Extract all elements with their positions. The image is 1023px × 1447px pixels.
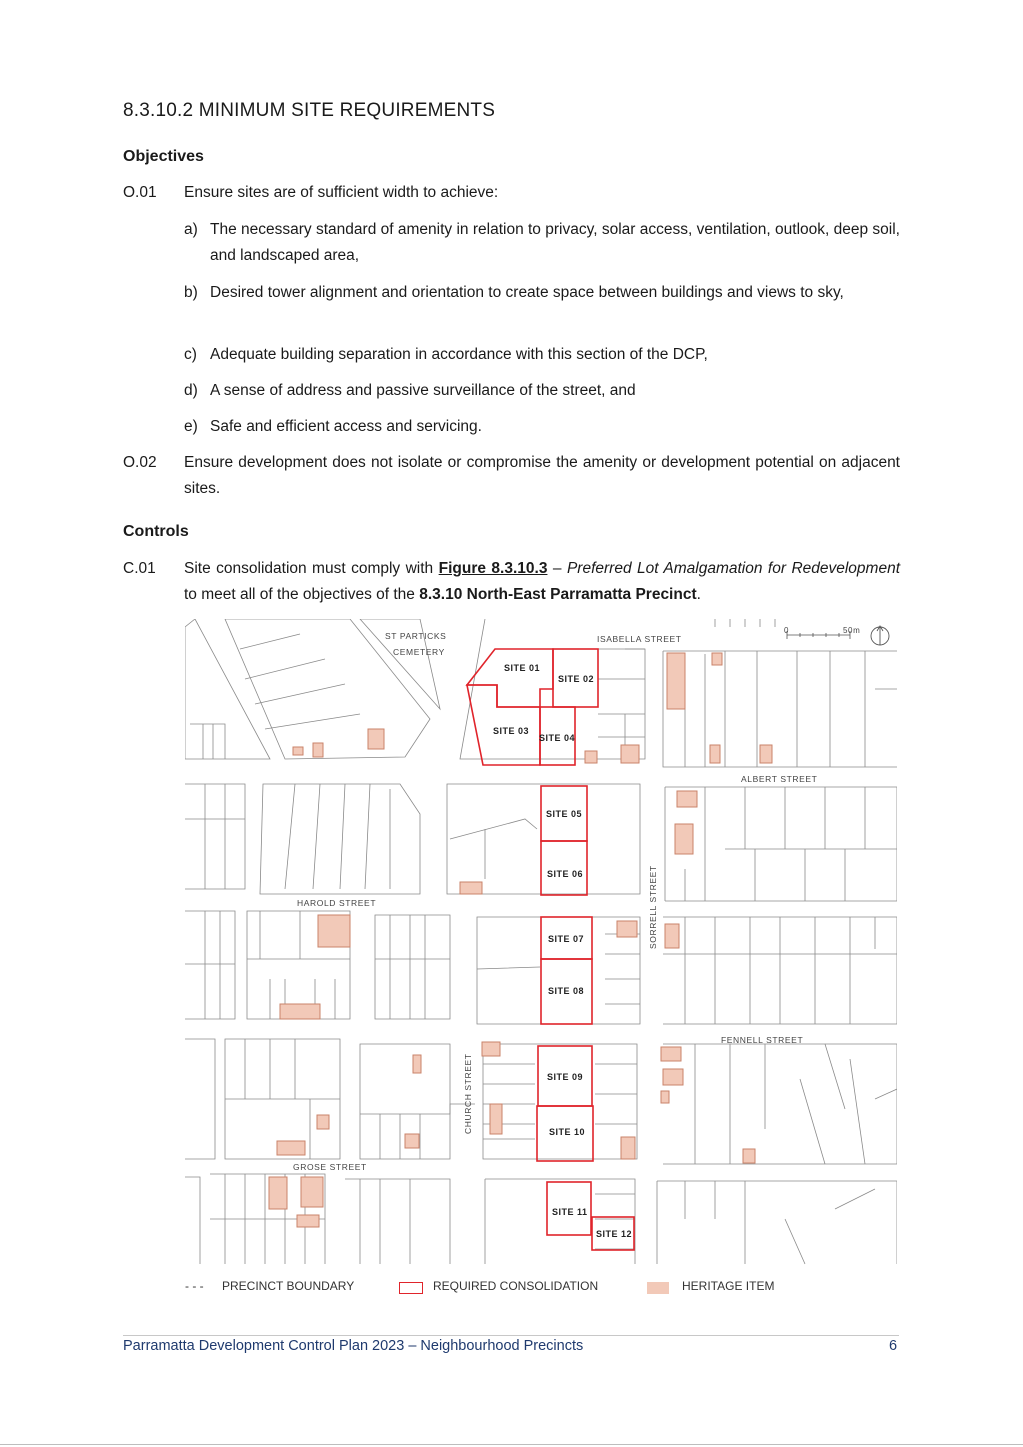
site-label: SITE 02 [558,674,595,684]
heritage-item [621,745,639,763]
item-text: Adequate building separation in accordance with this section of the DCP, [210,346,708,363]
legend-heritage: HERITAGE ITEM [682,1279,775,1293]
heritage-item [665,924,679,948]
item-label: e) [184,418,198,435]
street-label-fennell: FENNELL STREET [721,1035,804,1045]
lot-outline [663,1044,897,1164]
site-label: SITE 11 [552,1207,588,1217]
lot-outline [450,819,537,879]
objective-item-d [184,378,900,404]
lot-outline [657,1181,897,1264]
street-label-albert: ALBERT STREET [741,774,818,784]
heritage-item [482,1042,500,1056]
lot-outline [185,911,235,1019]
lot-amalgamation-map [185,619,897,1267]
heritage-item [297,1215,319,1227]
site-label: SITE 03 [493,726,530,736]
site-label: SITE 10 [549,1127,586,1137]
item-label: b) [184,284,198,301]
heritage-item [280,1004,320,1019]
lot-outline [485,1179,635,1264]
lot-outline [285,784,390,889]
site-label: SITE 04 [539,733,576,743]
lot-outline [663,917,897,1024]
site-label: SITE 07 [548,934,585,944]
objective-code-o01: O.01 [123,184,157,201]
objective-text-o01: Ensure sites are of sufficient width to achieve: [184,184,499,201]
lot-outline [685,654,705,767]
site-label: SITE 08 [548,986,585,996]
objectives-title: Objectives [123,148,204,165]
heritage-item [585,751,597,763]
figure-title: Preferred Lot Amalgamation for Redevelopment [566,560,901,577]
objective-item-c [184,342,900,368]
scale-bar [787,631,850,639]
precinct-reference: 8.3.10 North-East Parramatta Precinct [419,586,697,603]
objective-item-b [184,280,900,306]
objective-item-e [184,414,900,440]
heritage-item [712,653,722,665]
heritage-item [663,1069,683,1085]
site-label: SITE 05 [546,809,583,819]
heritage-item [675,824,693,854]
street-label-harold: HAROLD STREET [297,898,377,908]
item-label: c) [184,346,197,363]
heritage-item [710,745,720,763]
heritage-item [667,653,685,709]
legend-consolidation: REQUIRED CONSOLIDATION [433,1279,599,1293]
site-03-boundary [467,685,540,765]
heritage-item [293,747,303,755]
item-text: A sense of address and passive surveillance of the street, and [210,382,636,399]
site-label: SITE 06 [547,869,584,879]
figure-reference-link[interactable]: Figure 8.3.10.3 [438,560,548,577]
lot-outline [663,651,897,767]
lot-outline [447,784,640,894]
lot-outline [725,651,897,767]
heritage-item [318,915,350,947]
heritage-item [301,1177,323,1207]
heritage-item [621,1137,635,1159]
legend-heritage-swatch [647,1282,669,1294]
heritage-item [405,1134,419,1148]
site-01-boundary [467,649,553,707]
footer-divider [123,1335,899,1336]
heritage-item [760,745,772,763]
lot-outline [483,1044,637,1159]
page-bottom-edge [0,1444,1023,1445]
legend-boundary: PRECINCT BOUNDARY [222,1279,355,1293]
item-label: a) [184,221,198,238]
control-code-c01: C.01 [123,560,156,577]
lot-outline [598,649,645,759]
site-label: SITE 01 [504,663,541,673]
north-arrow-icon [871,626,889,645]
street-label-cemetery: ST PARTICKS [385,631,447,641]
heritage-item [743,1149,755,1163]
heritage-item [368,729,384,749]
lot-outline [665,787,897,901]
lot-outline [685,1181,875,1264]
lot-outline [190,724,225,759]
legend-boundary-symbol: - - - [185,1279,204,1293]
heritage-item [490,1104,502,1134]
item-text: The necessary standard of amenity in relation to privacy, solar access, ventilation, outlook, deep soil, and landscaped area, [210,221,900,264]
heritage-item [661,1091,669,1103]
scale-start: 0 [784,626,790,635]
heritage-item [617,921,637,937]
item-text: Safe and efficient access and servicing. [210,418,482,435]
item-label: d) [184,382,198,399]
lot-outline [185,619,270,759]
lot-outline [375,915,450,1019]
street-label-grose: GROSE STREET [293,1162,367,1172]
controls-title: Controls [123,523,189,540]
lot-outline [595,1194,635,1249]
site-06-boundary [541,841,587,895]
lot-outline [715,619,775,627]
street-label-isabella: ISABELLA STREET [597,634,682,644]
heritage-item [460,882,482,894]
heritage-item [413,1055,421,1073]
objective-code-o02: O.02 [123,454,157,471]
item-text: Desired tower alignment and orientation to create space between buildings and views to sky, [210,284,844,301]
lot-outline [240,634,360,729]
heritage-item [269,1177,287,1209]
site-label: SITE 12 [596,1229,633,1239]
heritage-items [269,653,772,1227]
heritage-item [317,1115,329,1129]
street-label-cemetery: CEMETERY [393,647,445,657]
street-label-church: CHURCH STREET [463,1053,473,1134]
objective-text-o02: Ensure development does not isolate or compromise the amenity or development potential on adjacent sites. [184,454,900,497]
street-label-sorrell: SORRELL STREET [648,865,658,949]
site-label: SITE 09 [547,1072,584,1082]
footer-title: Parramatta Development Control Plan 2023 – Neighbourhood Precincts [123,1338,584,1354]
heritage-item [677,791,697,807]
heritage-item [661,1047,681,1061]
control-text-c01: Site consolidation must comply with Figure 8.3.10.3 – Preferred Lot Amalgamation for Redevelopment to meet all of the objectives of the 8.3.10 North-East Parramatta Precinct. [184,560,901,603]
lot-outline [695,1044,897,1164]
scale-end: 50m [843,626,861,635]
lot-outline [665,787,897,901]
heritage-item [277,1141,305,1155]
lot-outline [185,1039,215,1159]
objective-item-a [184,217,900,269]
lot-outline [185,784,245,889]
legend-consolidation-swatch [399,1282,423,1294]
lot-outline [185,784,245,889]
page-number: 6 [889,1338,898,1354]
lot-outline [360,1104,475,1159]
lot-outline [260,784,420,894]
section-heading: 8.3.10.2 MINIMUM SITE REQUIREMENTS [123,100,496,121]
lot-outline [375,915,450,1019]
lot-outline [185,911,235,1019]
heritage-item [313,743,323,757]
lot-outline [345,1179,450,1264]
